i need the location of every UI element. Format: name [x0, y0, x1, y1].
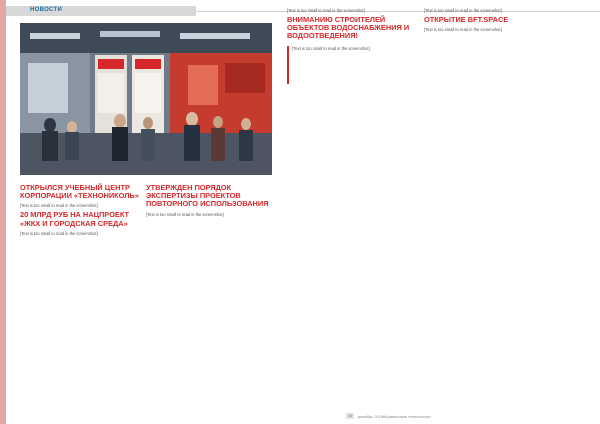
article-4-body: [Text is too small to read in the screenshot]	[292, 45, 370, 51]
left-edge-stripe	[0, 0, 6, 424]
water-supply-note	[287, 46, 415, 84]
column-2	[146, 181, 273, 411]
column-3	[287, 8, 415, 411]
page-number: 16	[347, 413, 353, 418]
column-3-body: [Text is too small to read in the screenshot]	[287, 8, 365, 13]
column-4	[424, 8, 552, 411]
headline-water-supply: ВНИМАНИЮ СТРОИТЕЛЕЙ ОБЪЕКТОВ ВОДОСНАБЖЕНИЯ И ВОДООТВЕДЕНИЯ!	[287, 15, 410, 41]
headline-national-project: 20 МЛРД РУБ НА НАЦПРОЕКТ «ЖКХ И ГОРОДСКАЯ СРЕДА»	[20, 210, 130, 228]
training-center-photo	[20, 23, 272, 175]
article-2-body: [Text is too small to read in the screenshot]	[20, 230, 98, 236]
headline-expertise: УТВЕРЖДЕН ПОРЯДОК ЭКСПЕРТИЗЫ ПРОЕКТОВ ПОВТОРНОГО ИСПОЛЬЗОВАНИЯ	[146, 183, 269, 209]
article-1-body: [Text is too small to read in the screenshot]	[20, 203, 98, 209]
section-label: НОВОСТИ	[30, 7, 63, 13]
note-accent-line	[287, 46, 289, 84]
column-4-body: [Text is too small to read in the screenshot]	[424, 8, 502, 13]
footer-date: декабрь 2019	[358, 414, 384, 419]
article-5-body: [Text is too small to read in the screenshot]	[424, 27, 502, 33]
headline-training-center: ОТКРЫЛСЯ УЧЕБНЫЙ ЦЕНТР КОРПОРАЦИИ «ТЕХНОНИКОЛЬ»	[20, 183, 139, 201]
column-1	[20, 181, 142, 411]
footer-magazine: «Кровельные технологии»	[382, 414, 432, 419]
headline-bft-space: ОТКРЫТИЕ BFT.SPACE	[424, 15, 509, 25]
article-3-body: [Text is too small to read in the screenshot]	[146, 211, 224, 217]
